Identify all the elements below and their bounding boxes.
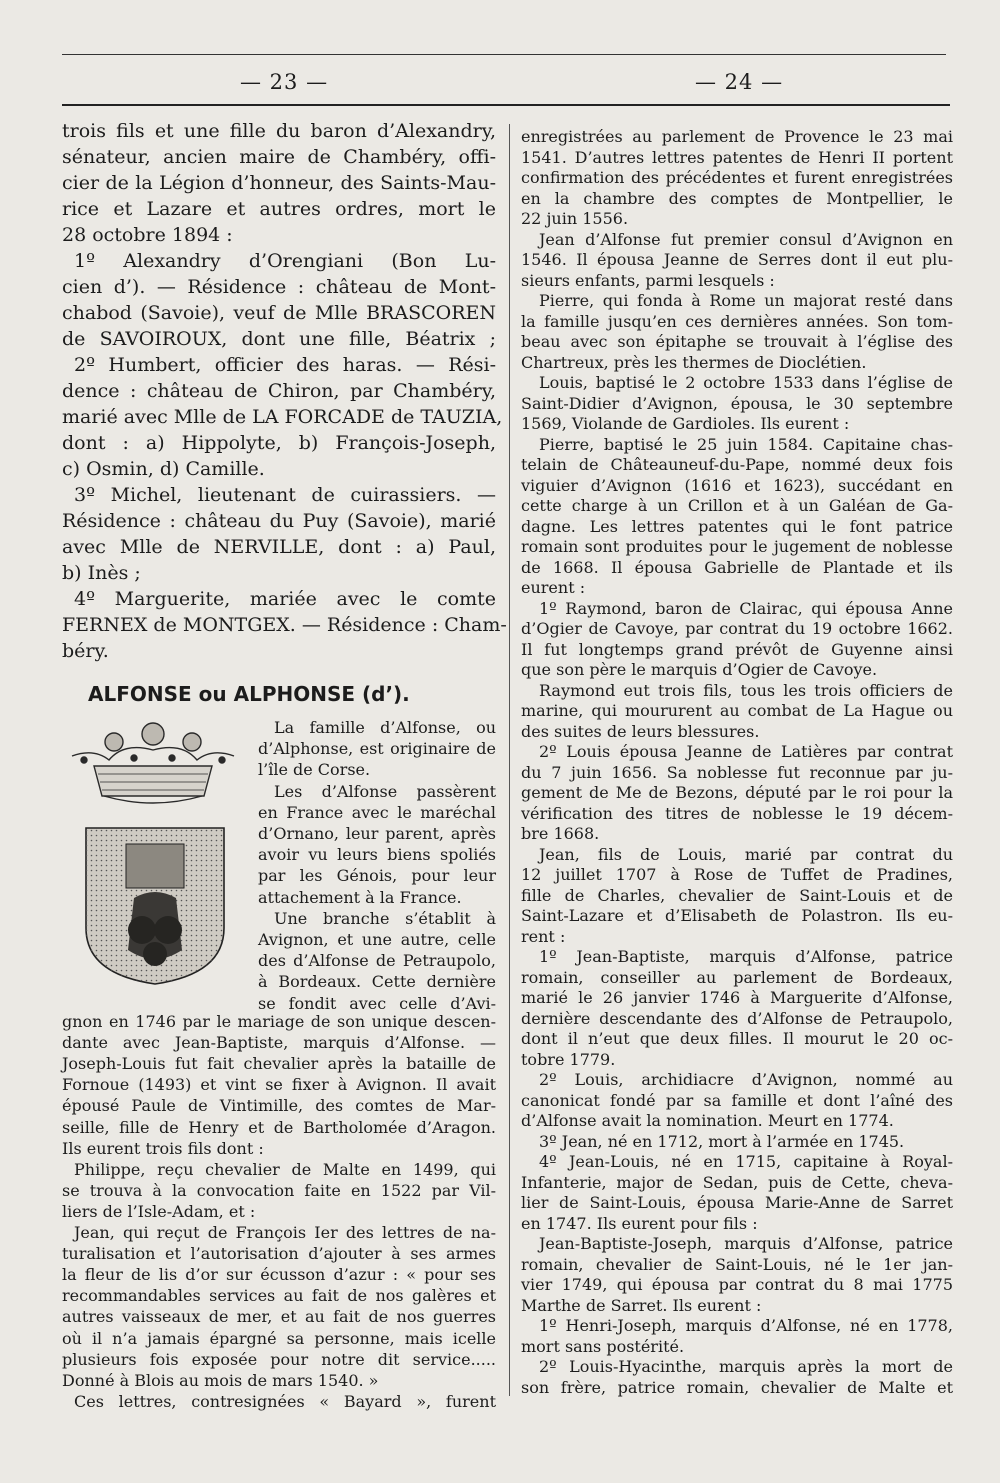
paragraph-line: 4º Jean-Louis, né en 1715, capitaine à Royal-	[539, 1152, 953, 1171]
paragraph-line: Ces lettres, contresignées « Bayard », furent	[74, 1391, 496, 1411]
paragraph-line: sieurs enfants, parmi lesquels :	[521, 270, 775, 290]
paragraph-line: 1º Alexandry d’Orengiani (Bon Lu-	[74, 250, 496, 272]
paragraph-line: plusieurs fois exposée pour notre dit service.....	[62, 1349, 496, 1369]
paragraph-line: Ils eurent trois fils dont :	[62, 1138, 264, 1158]
paragraph-line: Saint-Lazare et d’Elisabeth de Polastron. Ils eu-	[521, 906, 953, 925]
paragraph-line: du 7 juin 1656. Sa noblesse fut reconnue par ju-	[521, 762, 953, 782]
paragraph-line: rent :	[521, 926, 566, 946]
paragraph-line: romain sont produites pour le jugement de noblesse	[521, 537, 953, 556]
paragraph-line: de SAVOIROUX, dont une fille, Béatrix ;	[62, 328, 496, 350]
paragraph-line: par les Génois, pour leur	[258, 866, 496, 886]
paragraph-line: à Bordeaux. Cette dernière	[258, 972, 496, 992]
paragraph-line: confirmation des précédentes et furent enregistrées	[521, 168, 953, 187]
section-heading: ALFONSE ou ALPHONSE (d’).	[88, 682, 410, 706]
paragraph-line: mort sans postérité.	[521, 1336, 685, 1356]
paragraph-line: rice et Lazare et autres ordres, mort le	[62, 198, 496, 220]
paragraph-line: trois fils et une fille du baron d’Alexandry,	[62, 120, 496, 142]
paragraph-line: 2º Humbert, officier des haras. — Rési-	[74, 354, 496, 376]
paragraph-line: des d’Alfonse de Petraupolo,	[258, 951, 496, 971]
paragraph-line: dagne. Les lettres patentes qui le font patrice	[521, 516, 953, 536]
paragraph-line: gnon en 1746 par le mariage de son unique descen-	[62, 1012, 496, 1031]
paragraph-line: FERNEX de MONTGEX. — Résidence : Cham-	[62, 614, 507, 636]
paragraph-line: d’Ogier de Cavoye, par contrat du 19 octobre 1662.	[521, 619, 953, 638]
paragraph-line: 12 juillet 1707 à Rose de Tuffet de Pradines,	[521, 865, 953, 884]
paragraph-line: liers de l’Isle-Adam, et :	[62, 1201, 256, 1221]
paragraph-line: cier de la Légion d’honneur, des Saints-Mau-	[62, 172, 496, 194]
paragraph-line: b) Inès ;	[62, 562, 141, 584]
paragraph-line: gement de Me de Bezons, député par le roi pour la	[521, 783, 953, 802]
paragraph-line: dont : a) Hippolyte, b) François-Joseph,	[62, 432, 496, 454]
paragraph-line: turalisation et l’autorisation d’ajouter à ses armes	[62, 1244, 496, 1264]
paragraph-line: canonicat fondé par sa famille et dont l’aîné des	[521, 1090, 953, 1110]
paragraph-line: 2º Louis-Hyacinthe, marquis après la mort de	[539, 1357, 953, 1376]
paragraph-line: beau avec son épitaphe se trouvait à l’église des	[521, 332, 953, 351]
paragraph-line: où il n’a jamais épargné sa personne, mais icelle	[62, 1328, 496, 1348]
header-rule	[62, 104, 950, 106]
paragraph-line: 3º Michel, lieutenant de cuirassiers. —	[74, 484, 496, 506]
paragraph-line: telain de Châteauneuf-du-Pape, nommé deux fois	[521, 455, 953, 474]
paragraph-line: marié le 26 janvier 1746 à Marguerite d’Alfonse,	[521, 988, 953, 1007]
paragraph-line: 1541. D’autres lettres patentes de Henri II portent	[521, 147, 953, 167]
paragraph-line: béry.	[62, 640, 109, 662]
paragraph-line: dont il n’eut que deux filles. Il mourut le 20 oc-	[521, 1029, 953, 1048]
paragraph-line: Les d’Alfonse passèrent	[274, 781, 496, 801]
paragraph-line: Infanterie, major de Sedan, puis de Cette, cheva-	[521, 1172, 953, 1192]
paragraph-line: Philippe, reçu chevalier de Malte en 1499, qui	[74, 1159, 496, 1179]
crown-icon	[72, 723, 234, 803]
paragraph-line: se fondit avec celle d’Avi-	[258, 993, 496, 1013]
paragraph-line: 22 juin 1556.	[521, 209, 629, 228]
paragraph-line: 1º Henri-Joseph, marquis d’Alfonse, né en 1778,	[539, 1316, 953, 1335]
paragraph-line: Jean, fils de Louis, marié par contrat du	[539, 844, 953, 864]
shield-icon	[86, 828, 224, 984]
paragraph-line: Louis, baptisé le 2 octobre 1533 dans l’église de	[539, 373, 953, 392]
paragraph-line: dernière descendante des d’Alfonse de Petraupolo,	[521, 1008, 953, 1028]
paragraph-line: lier de Saint-Louis, épousa Marie-Anne de Sarret	[521, 1193, 953, 1212]
paragraph-line: d’Ornano, leur parent, après	[258, 824, 496, 843]
coat-of-arms-image	[64, 718, 242, 988]
paragraph-line: vier 1749, qui épousa par contrat du 8 mai 1775	[521, 1275, 953, 1294]
paragraph-line: en 1747. Ils eurent pour fils :	[521, 1213, 758, 1233]
paragraph-line: 1º Raymond, baron de Clairac, qui épousa Anne	[539, 598, 953, 618]
paragraph-line: en France avec le maréchal	[258, 802, 496, 822]
paragraph-line: cette charge à un Crillon et à un Galéan de Ga-	[521, 496, 953, 515]
paragraph-line: son frère, patrice romain, chevalier de Malte et	[521, 1377, 953, 1397]
paragraph-line: c) Osmin, d) Camille.	[62, 458, 265, 480]
paragraph-line: 3º Jean, né en 1712, mort à l’armée en 1745.	[539, 1131, 905, 1151]
paragraph-line: recommandables services au fait de nos galères et	[62, 1286, 496, 1306]
paragraph-line: sénateur, ancien maire de Chambéry, offi-	[62, 146, 496, 168]
paragraph-line: seille, fille de Henry et de Bartholomée d’Aragon.	[62, 1117, 496, 1137]
paragraph-line: se trouva à la convocation faite en 1522 par Vil-	[62, 1180, 496, 1200]
paragraph-line: dence : château de Chiron, par Chambéry,	[62, 380, 496, 402]
paragraph-line: la fleur de lis d’or sur écusson d’azur : « pour ses	[62, 1265, 496, 1285]
paragraph-line: 1546. Il épousa Jeanne de Serres dont il eut plu-	[521, 250, 953, 269]
paragraph-line: autres vaisseaux de mer, et au fait de nos guerres	[62, 1307, 496, 1327]
top-rule	[62, 54, 946, 55]
paragraph-line: enregistrées au parlement de Provence le 23 mai	[521, 127, 953, 146]
paragraph-line: Résidence : château du Puy (Savoie), marié	[62, 510, 496, 532]
paragraph-line: 28 octobre 1894 :	[62, 224, 233, 246]
paragraph-line: La famille d’Alfonse, ou	[274, 718, 496, 737]
paragraph-line: l’île de Corse.	[258, 760, 371, 780]
paragraph-line: Donné à Blois au mois de mars 1540. »	[62, 1370, 379, 1390]
paragraph-line: Raymond eut trois fils, tous les trois officiers de	[539, 680, 953, 700]
paragraph-line: Jean, qui reçut de François Ier des lettres de na-	[74, 1223, 496, 1242]
paragraph-line: 2º Louis épousa Jeanne de Latières par contrat	[539, 742, 953, 761]
paragraph-line: 2º Louis, archidiacre d’Avignon, nommé au	[539, 1070, 953, 1089]
paragraph-line: Joseph-Louis fut fait chevalier après la bataille de	[62, 1054, 496, 1074]
paragraph-line: Jean d’Alfonse fut premier consul d’Avignon en	[539, 229, 953, 249]
paragraph-line: Jean-Baptiste-Joseph, marquis d’Alfonse, patrice	[539, 1234, 953, 1253]
paragraph-line: eurent :	[521, 578, 586, 597]
paragraph-line: Pierre, baptisé le 25 juin 1584. Capitaine chas-	[539, 434, 953, 454]
paragraph-line: que son père le marquis d’Ogier de Cavoye.	[521, 660, 878, 679]
paragraph-line: viguier d’Avignon (1616 et 1623), succédant en	[521, 475, 953, 495]
paragraph-line: avec Mlle de NERVILLE, dont : a) Paul,	[62, 536, 496, 558]
page-number-right: — 24 —	[695, 70, 784, 94]
paragraph-line: tobre 1779.	[521, 1049, 616, 1069]
paragraph-line: d’Alfonse avait la nomination. Meurt en 1774.	[521, 1111, 894, 1130]
paragraph-line: Saint-Didier d’Avignon, épousa, le 30 septembre	[521, 393, 953, 413]
column-divider	[509, 124, 510, 1396]
paragraph-line: marié avec Mlle de LA FORCADE de TAUZIA,	[62, 406, 503, 428]
paragraph-line: avoir vu leurs biens spoliés	[258, 845, 496, 865]
paragraph-line: la famille jusqu’en ces dernières années. Son tom-	[521, 311, 953, 331]
page-number-left: — 23 —	[240, 70, 329, 94]
paragraph-line: bre 1668.	[521, 824, 600, 843]
paragraph-line: des suites de leurs blessures.	[521, 721, 760, 741]
paragraph-line: fille de Charles, chevalier de Saint-Louis et de	[521, 885, 953, 905]
paragraph-line: chabod (Savoie), veuf de Mlle BRASCOREN	[62, 302, 496, 324]
paragraph-line: romain, chevalier de Saint-Louis, né le 1er jan-	[521, 1254, 953, 1274]
paragraph-line: Il fut longtemps grand prévôt de Guyenne ainsi	[521, 639, 953, 659]
paragraph-line: cien d’). — Résidence : château de Mont-	[62, 276, 496, 298]
paragraph-line: Marthe de Sarret. Ils eurent :	[521, 1295, 762, 1315]
paragraph-line: épousé Paule de Vintimille, des comtes de Mar-	[62, 1096, 496, 1116]
paragraph-line: de 1668. Il épousa Gabrielle de Plantade et ils	[521, 557, 953, 577]
paragraph-line: Pierre, qui fonda à Rome un majorat resté dans	[539, 291, 953, 310]
paragraph-line: Chartreux, près les thermes de Dioclétien.	[521, 352, 867, 372]
paragraph-line: 1º Jean-Baptiste, marquis d’Alfonse, patrice	[539, 947, 953, 966]
paragraph-line: attachement à la France.	[258, 887, 462, 907]
paragraph-line: Avignon, et une autre, celle	[258, 930, 496, 949]
paragraph-line: romain, conseiller au parlement de Bordeaux,	[521, 967, 953, 987]
paragraph-line: marine, qui moururent au combat de La Hague ou	[521, 701, 953, 720]
paragraph-line: Une branche s’établit à	[274, 908, 496, 928]
paragraph-line: en la chambre des comptes de Montpellier, le	[521, 188, 953, 208]
paragraph-line: 1569, Violande de Gardioles. Ils eurent :	[521, 414, 850, 433]
paragraph-line: 4º Marguerite, mariée avec le comte	[74, 588, 496, 610]
paragraph-line: Fornoue (1493) et vint se fixer à Avignon. Il avait	[62, 1075, 496, 1095]
paragraph-line: dante avec Jean-Baptiste, marquis d’Alfonse. —	[62, 1033, 496, 1053]
paragraph-line: d’Alphonse, est originaire de	[258, 739, 496, 759]
paragraph-line: vérification des titres de noblesse le 19 décem-	[521, 803, 953, 823]
